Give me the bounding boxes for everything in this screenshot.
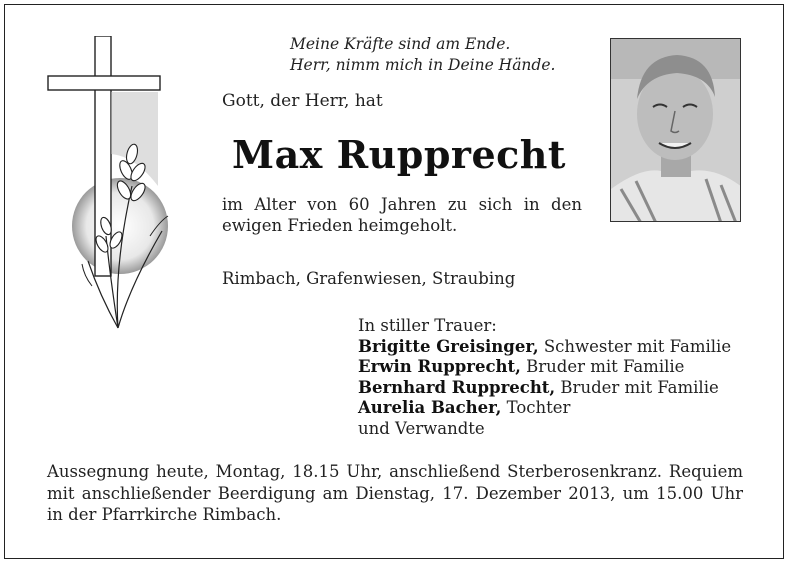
places-text: Rimbach, Grafenwiesen, Straubing (222, 269, 516, 288)
mourner-name: Brigitte Greisinger, (358, 336, 539, 356)
motto (290, 34, 555, 76)
mourners-block (358, 316, 731, 439)
mourner-row (358, 398, 731, 419)
service-text: Aussegnung heute, Montag, 18.15 Uhr, anschließend Sterberosenkranz. Requiem mit anschließender Beerdigung am Dienstag, 17. Dezember 2013, um 15.00 Uhr in der Pfarrkirche Rimbach. (47, 462, 743, 524)
portrait-photo (610, 38, 741, 222)
mourner-name: Erwin Rupprecht, (358, 357, 521, 376)
deceased-name: Max Rupprecht (232, 132, 566, 177)
mourner-relation: Tochter (501, 398, 571, 417)
mourners-closing: und Verwandte (358, 418, 485, 438)
mourner-relation: Bruder mit Familie (555, 377, 719, 397)
intro-text: Gott, der Herr, hat (222, 91, 383, 111)
mourner-relation: Schwester mit Familie (538, 336, 732, 356)
motto-line-1: Meine Kräfte sind am Ende. (290, 35, 511, 53)
mourner-name: Bernhard Rupprecht, (358, 377, 556, 397)
mourners-heading: In stiller Trauer: (358, 316, 497, 335)
mourner-row (358, 378, 731, 399)
mourner-row (358, 357, 731, 378)
age-text: im Alter von 60 Jahren zu sich in den ewigen Frieden heimgeholt. (222, 195, 582, 235)
mourner-row (358, 337, 731, 358)
cross-with-wheat-icon (40, 36, 180, 336)
motto-line-2: Herr, nimm mich in Deine Hände. (290, 56, 556, 74)
mourner-name: Aurelia Bacher, (358, 398, 502, 417)
mourner-relation: Bruder mit Familie (520, 357, 685, 376)
